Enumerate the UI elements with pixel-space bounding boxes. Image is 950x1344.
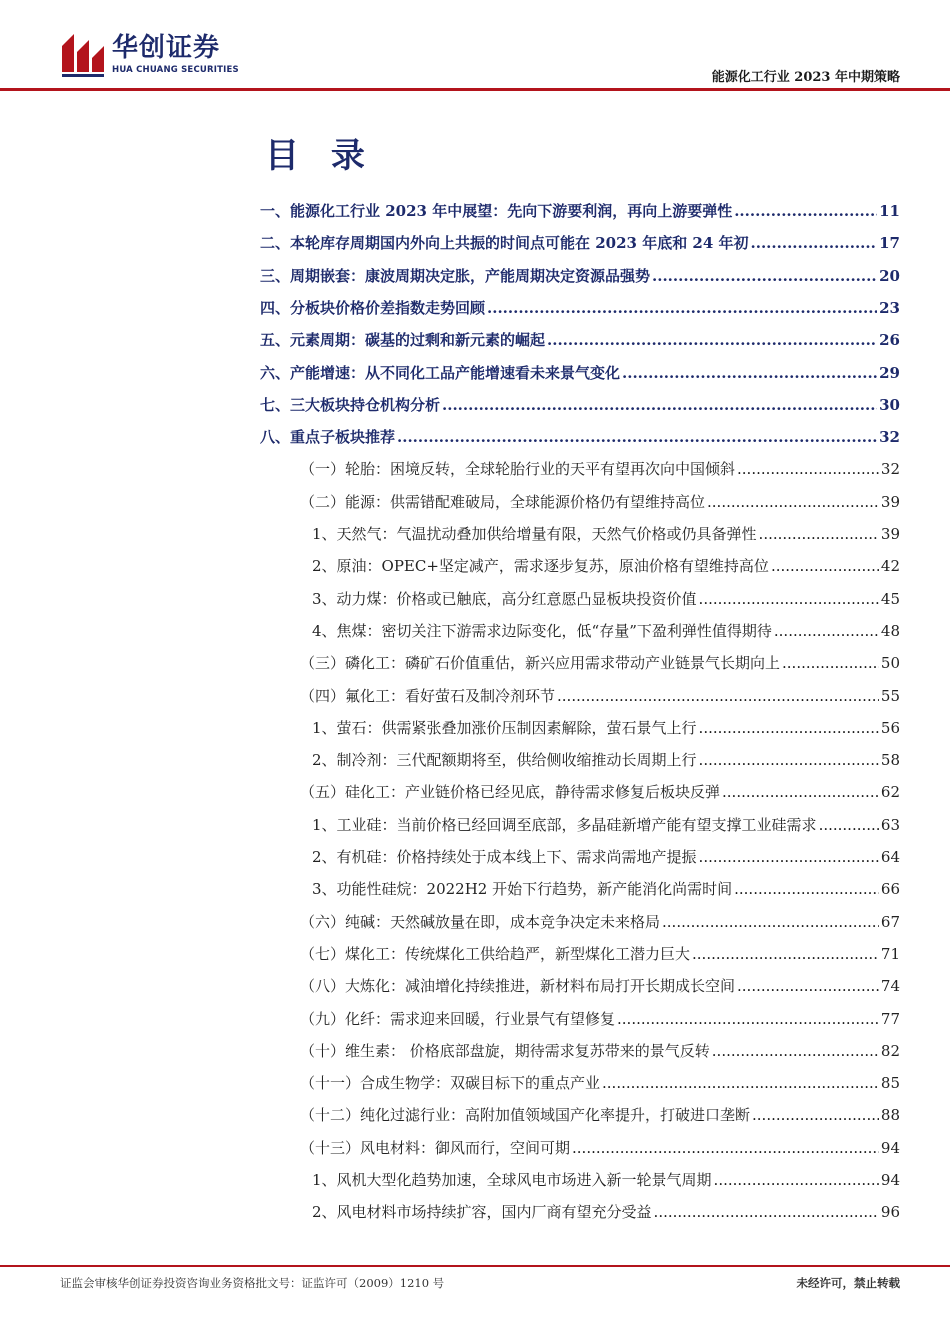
toc-entry-page: 66 bbox=[880, 880, 900, 899]
toc-entry-label: 2、风电材料市场持续扩容，国内厂商有望充分受益 bbox=[312, 1203, 652, 1222]
toc-entry-label: 五、元素周期：碳基的过剩和新元素的崛起 bbox=[260, 331, 546, 350]
toc-entry-page: 58 bbox=[880, 751, 900, 770]
toc-leader-dots bbox=[397, 424, 877, 450]
toc-entry-page: 39 bbox=[880, 525, 900, 543]
toc-leader-dots bbox=[707, 489, 879, 515]
toc-entry[interactable] bbox=[260, 198, 900, 224]
toc-entry[interactable] bbox=[312, 844, 900, 870]
toc-entry[interactable] bbox=[312, 1167, 900, 1193]
toc-entry[interactable] bbox=[312, 715, 900, 741]
toc-entry[interactable] bbox=[312, 618, 900, 644]
toc-leader-dots bbox=[712, 1038, 879, 1064]
toc-entry-page: 32 bbox=[880, 460, 900, 479]
toc-leader-dots bbox=[442, 392, 877, 418]
toc-entry-page: 67 bbox=[880, 912, 900, 931]
toc-entry-label: 3、功能性硅烷：2022H2 开始下行趋势，新产能消化尚需时间 bbox=[312, 880, 733, 899]
toc-entry[interactable] bbox=[300, 1006, 900, 1032]
toc-entry-label: （十三）风电材料：御风而行，空间可期 bbox=[300, 1138, 571, 1157]
toc-entry[interactable] bbox=[260, 263, 900, 289]
toc-entry-page: 45 bbox=[880, 589, 900, 608]
toc-title: 目 录 bbox=[265, 136, 375, 176]
toc-leader-dots bbox=[699, 844, 879, 870]
toc-leader-dots bbox=[662, 909, 879, 935]
toc-entry-page: 71 bbox=[880, 944, 900, 963]
toc-entry-page: 30 bbox=[879, 395, 900, 414]
toc-leader-dots bbox=[487, 295, 877, 321]
toc-leader-dots bbox=[602, 1070, 879, 1096]
toc-entry-page: 23 bbox=[879, 298, 900, 317]
toc-entry[interactable] bbox=[300, 489, 900, 515]
toc-leader-dots bbox=[699, 586, 879, 612]
toc-leader-dots bbox=[819, 812, 879, 838]
toc-leader-dots bbox=[722, 779, 879, 805]
toc-leader-dots bbox=[652, 263, 877, 289]
toc-entry-label: （四）氟化工：看好萤石及制冷剂环节 bbox=[300, 686, 556, 705]
toc-entry-label: 4、焦煤：密切关注下游需求边际变化，低“存量”下盈利弹性值得期待 bbox=[312, 621, 772, 640]
toc-entry-label: 一、能源化工行业 2023 年中展望：先向下游要利润，再向上游要弹性 bbox=[260, 202, 733, 220]
toc-entry-label: （一）轮胎：困境反转，全球轮胎行业的天平有望再次向中国倾斜 bbox=[300, 460, 736, 479]
toc-entry-label: （七）煤化工：传统煤化工供给趋严，新型煤化工潜力巨大 bbox=[300, 944, 691, 963]
toc-entry-label: （三）磷化工：磷矿石价值重估，新兴应用需求带动产业链景气长期向上 bbox=[300, 654, 781, 673]
toc-entry[interactable] bbox=[312, 586, 900, 612]
header-divider bbox=[0, 88, 950, 91]
toc-entry-label: （十）维生素： 价格底部盘旋，期待需求复苏带来的景气反转 bbox=[300, 1041, 710, 1060]
toc-entry-label: 八、重点子板块推荐 bbox=[260, 428, 396, 447]
toc-entry[interactable] bbox=[300, 779, 900, 805]
toc-leader-dots bbox=[752, 1102, 879, 1128]
toc-leader-dots bbox=[617, 1006, 879, 1032]
toc-leader-dots bbox=[692, 941, 879, 967]
toc-entry[interactable] bbox=[312, 747, 900, 773]
toc-entry-label: 七、三大板块持仓机构分析 bbox=[260, 395, 441, 414]
toc-entry-page: 94 bbox=[880, 1171, 900, 1189]
toc-entry[interactable] bbox=[260, 360, 900, 386]
toc-entry[interactable] bbox=[312, 812, 900, 838]
toc-leader-dots bbox=[782, 650, 879, 676]
toc-entry[interactable] bbox=[300, 1038, 900, 1064]
toc-entry-label: （八）大炼化：减油增化持续推进，新材料布局打开长期成长空间 bbox=[300, 977, 736, 996]
toc-entry-page: 96 bbox=[880, 1203, 900, 1222]
toc-entry-label: （十二）纯化过滤行业：高附加值领域国产化率提升，打破进口垄断 bbox=[300, 1106, 751, 1125]
toc-entry-label: 六、产能增速：从不同化工品产能增速看未来景气变化 bbox=[260, 363, 621, 382]
toc-leader-dots bbox=[699, 747, 879, 773]
toc-entry-label: 四、分板块价格价差指数走势回顾 bbox=[260, 298, 486, 317]
toc-entry-page: 39 bbox=[880, 492, 900, 511]
footer-license: 证监会审核华创证券投资咨询业务资格批文号：证监许可（2009）1210 号 bbox=[60, 1276, 445, 1290]
toc-leader-dots bbox=[737, 973, 879, 999]
toc-entry-page: 74 bbox=[880, 977, 900, 996]
toc-entry[interactable] bbox=[260, 295, 900, 321]
logo-chinese-name: 华创证券 bbox=[112, 33, 221, 63]
toc-leader-dots bbox=[759, 521, 879, 547]
toc-entry-page: 32 bbox=[879, 428, 900, 447]
toc-entry-label: 3、动力煤：价格或已触底，高分红意愿凸显板块投资价值 bbox=[312, 589, 697, 608]
toc-entry-page: 88 bbox=[880, 1106, 900, 1125]
toc-leader-dots bbox=[774, 618, 879, 644]
toc-entry-label: （五）硅化工：产业链价格已经见底，静待需求修复后板块反弹 bbox=[300, 783, 721, 802]
toc-entry-page: 64 bbox=[880, 848, 900, 866]
toc-leader-dots bbox=[572, 1135, 879, 1161]
toc-entry[interactable] bbox=[312, 876, 900, 902]
toc-leader-dots bbox=[654, 1199, 879, 1225]
toc-entry-page: 94 bbox=[880, 1138, 900, 1157]
toc-entry-page: 63 bbox=[880, 815, 900, 834]
footer-divider bbox=[0, 1265, 950, 1267]
toc-leader-dots bbox=[751, 230, 878, 256]
toc-leader-dots bbox=[622, 360, 877, 386]
toc-entry-label: 1、天然气：气温扰动叠加供给增量有限，天然气价格或仍具备弹性 bbox=[312, 525, 757, 543]
toc-entry[interactable] bbox=[300, 1070, 900, 1096]
logo-mark-icon bbox=[60, 32, 106, 78]
toc-entry[interactable] bbox=[300, 1135, 900, 1161]
report-name: 能源化工行业 2023 年中期策略 bbox=[711, 70, 900, 85]
toc-entry[interactable] bbox=[300, 456, 900, 482]
toc-entry-label: （六）纯碱：天然碱放量在即，成本竞争决定未来格局 bbox=[300, 912, 661, 931]
toc-entry-page: 77 bbox=[880, 1009, 900, 1028]
toc-entry-page: 29 bbox=[879, 363, 900, 382]
toc-entry-label: 1、风机大型化趋势加速，全球风电市场进入新一轮景气周期 bbox=[312, 1171, 712, 1189]
toc-entry[interactable] bbox=[312, 1199, 900, 1225]
toc-leader-dots bbox=[547, 327, 877, 353]
toc-entry[interactable] bbox=[300, 683, 900, 709]
toc-entry-label: 三、周期嵌套：康波周期决定胀，产能周期决定资源品强势 bbox=[260, 266, 651, 285]
toc-entry[interactable] bbox=[300, 909, 900, 935]
toc-leader-dots bbox=[557, 683, 879, 709]
toc-entry[interactable] bbox=[300, 973, 900, 999]
toc-leader-dots bbox=[771, 553, 879, 579]
toc-leader-dots bbox=[714, 1167, 879, 1193]
logo-english-name: HUA CHUANG SECURITIES bbox=[112, 65, 239, 75]
toc-entry-page: 85 bbox=[880, 1074, 900, 1093]
toc-entry[interactable] bbox=[300, 941, 900, 967]
toc-entry-page: 20 bbox=[879, 266, 900, 285]
toc-entry[interactable] bbox=[260, 392, 900, 418]
toc-entry[interactable] bbox=[312, 521, 900, 547]
toc-entry-label: （二）能源：供需错配难破局，全球能源价格仍有望维持高位 bbox=[300, 492, 706, 511]
toc-entry-label: （九）化纤：需求迎来回暖，行业景气有望修复 bbox=[300, 1009, 616, 1028]
toc-entry-page: 26 bbox=[879, 331, 900, 350]
toc-entry[interactable] bbox=[300, 1102, 900, 1128]
toc-entry-page: 48 bbox=[880, 621, 900, 640]
page-header bbox=[0, 0, 950, 92]
toc-entry[interactable] bbox=[312, 553, 900, 579]
footer-notice: 未经许可，禁止转载 bbox=[796, 1276, 900, 1290]
toc-entry-page: 11 bbox=[879, 202, 900, 220]
toc-entry-page: 56 bbox=[880, 718, 900, 737]
toc-leader-dots bbox=[734, 198, 877, 224]
toc-entry-label: 1、工业硅：当前价格已经回调至底部，多晶硅新增产能有望支撑工业硅需求 bbox=[312, 815, 817, 834]
toc-entry-label: （十一）合成生物学：双碳目标下的重点产业 bbox=[300, 1074, 601, 1093]
toc-entry-page: 42 bbox=[880, 557, 900, 576]
toc-entry-label: 2、制冷剂：三代配额期将至，供给侧收缩推动长周期上行 bbox=[312, 751, 697, 770]
toc-entry-label: 二、本轮库存周期国内外向上共振的时间点可能在 2023 年底和 24 年初 bbox=[260, 234, 749, 253]
toc-entry-label: 1、萤石：供需紧张叠加涨价压制因素解除，萤石景气上行 bbox=[312, 718, 697, 737]
toc-entry[interactable] bbox=[260, 424, 900, 450]
toc-entry-page: 50 bbox=[880, 654, 900, 673]
toc-entry[interactable] bbox=[300, 650, 900, 676]
company-logo bbox=[60, 32, 240, 78]
toc-leader-dots bbox=[737, 456, 879, 482]
toc-entry-page: 55 bbox=[880, 686, 900, 705]
toc-leader-dots bbox=[734, 876, 879, 902]
toc-entry-label: 2、有机硅：价格持续处于成本线上下、需求尚需地产提振 bbox=[312, 848, 697, 866]
toc-entry-page: 62 bbox=[880, 783, 900, 802]
toc-entry-page: 82 bbox=[880, 1041, 900, 1060]
toc-leader-dots bbox=[699, 715, 879, 741]
toc-entry[interactable] bbox=[260, 327, 900, 353]
toc-entry-page: 17 bbox=[879, 234, 900, 253]
toc-entry[interactable] bbox=[260, 230, 900, 256]
toc-entry-label: 2、原油：OPEC+坚定减产，需求逐步复苏，原油价格有望维持高位 bbox=[312, 557, 769, 576]
